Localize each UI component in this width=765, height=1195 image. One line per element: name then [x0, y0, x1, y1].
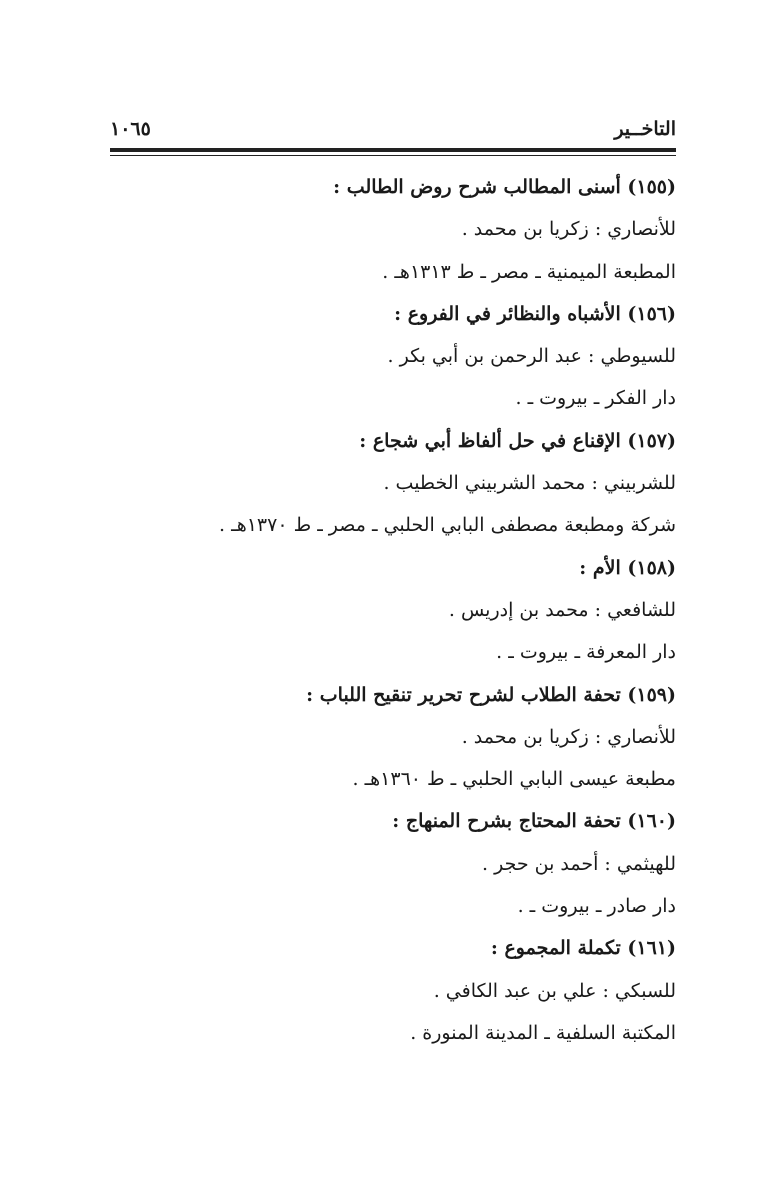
entry-author: للأنصاري : زكريا بن محمد .: [461, 725, 676, 748]
header-rule-thick: [110, 148, 676, 152]
entry-title: (١٥٦) الأشباه والنظائر في الفروع :: [394, 302, 676, 325]
entry-author: للأنصاري : زكريا بن محمد .: [461, 218, 676, 241]
entry-author: للهيثمي : أحمد بن حجر .: [482, 852, 676, 875]
entry-publisher: دار المعرفة ـ بيروت ـ .: [496, 641, 676, 664]
bibliography-entry: [206, 674, 676, 801]
page-number: ١٠٦٥: [110, 118, 151, 140]
header-rule-thin: [110, 155, 676, 156]
entry-title: (١٦٠) تحفة المحتاج بشرح المنهاج :: [392, 810, 676, 833]
bibliography-entry: [206, 927, 676, 1054]
entry-publisher: دار صادر ـ بيروت ـ .: [517, 895, 676, 918]
bibliography-entry: [206, 547, 676, 674]
bibliography-entry: [206, 293, 676, 420]
entry-author: للشافعي : محمد بن إدريس .: [448, 598, 676, 621]
bibliography-entry: [206, 800, 676, 927]
entry-title: (١٥٩) تحفة الطلاب لشرح تحرير تنقيح اللباب :: [306, 683, 676, 706]
entry-title: (١٥٨) الأم :: [579, 556, 676, 579]
entry-publisher: دار الفكر ـ بيروت ـ .: [515, 387, 676, 410]
entry-author: للسيوطي : عبد الرحمن بن أبي بكر .: [387, 345, 676, 368]
entry-title: (١٥٥) أسنى المطالب شرح روض الطالب :: [333, 176, 676, 198]
entry-title: (١٦١) تكملة المجموع :: [490, 937, 676, 960]
bibliography-entry: [206, 166, 676, 293]
entry-publisher: المطبعة الميمنية ـ مصر ـ ط ١٣١٣هـ .: [382, 260, 676, 283]
running-title: التاخــير: [614, 118, 676, 140]
entry-publisher: مطبعة عيسى البابي الحلبي ـ ط ١٣٦٠هـ .: [352, 768, 676, 791]
entry-publisher: المكتبة السلفية ـ المدينة المنورة .: [410, 1021, 676, 1044]
entry-author: للسبكي : علي بن عبد الكافي .: [433, 979, 676, 1002]
page-header: [110, 114, 676, 144]
entry-publisher: شركة ومطبعة مصطفى البابي الحلبي ـ مصر ـ ط ١٣٧٠هـ .: [219, 514, 676, 537]
bibliography-entry: [206, 420, 676, 547]
entry-title: (١٥٧) الإقناع في حل ألفاظ أبي شجاع :: [359, 429, 676, 452]
entry-author: للشربيني : محمد الشربيني الخطيب .: [383, 472, 676, 495]
bibliography-list: [206, 166, 676, 1054]
